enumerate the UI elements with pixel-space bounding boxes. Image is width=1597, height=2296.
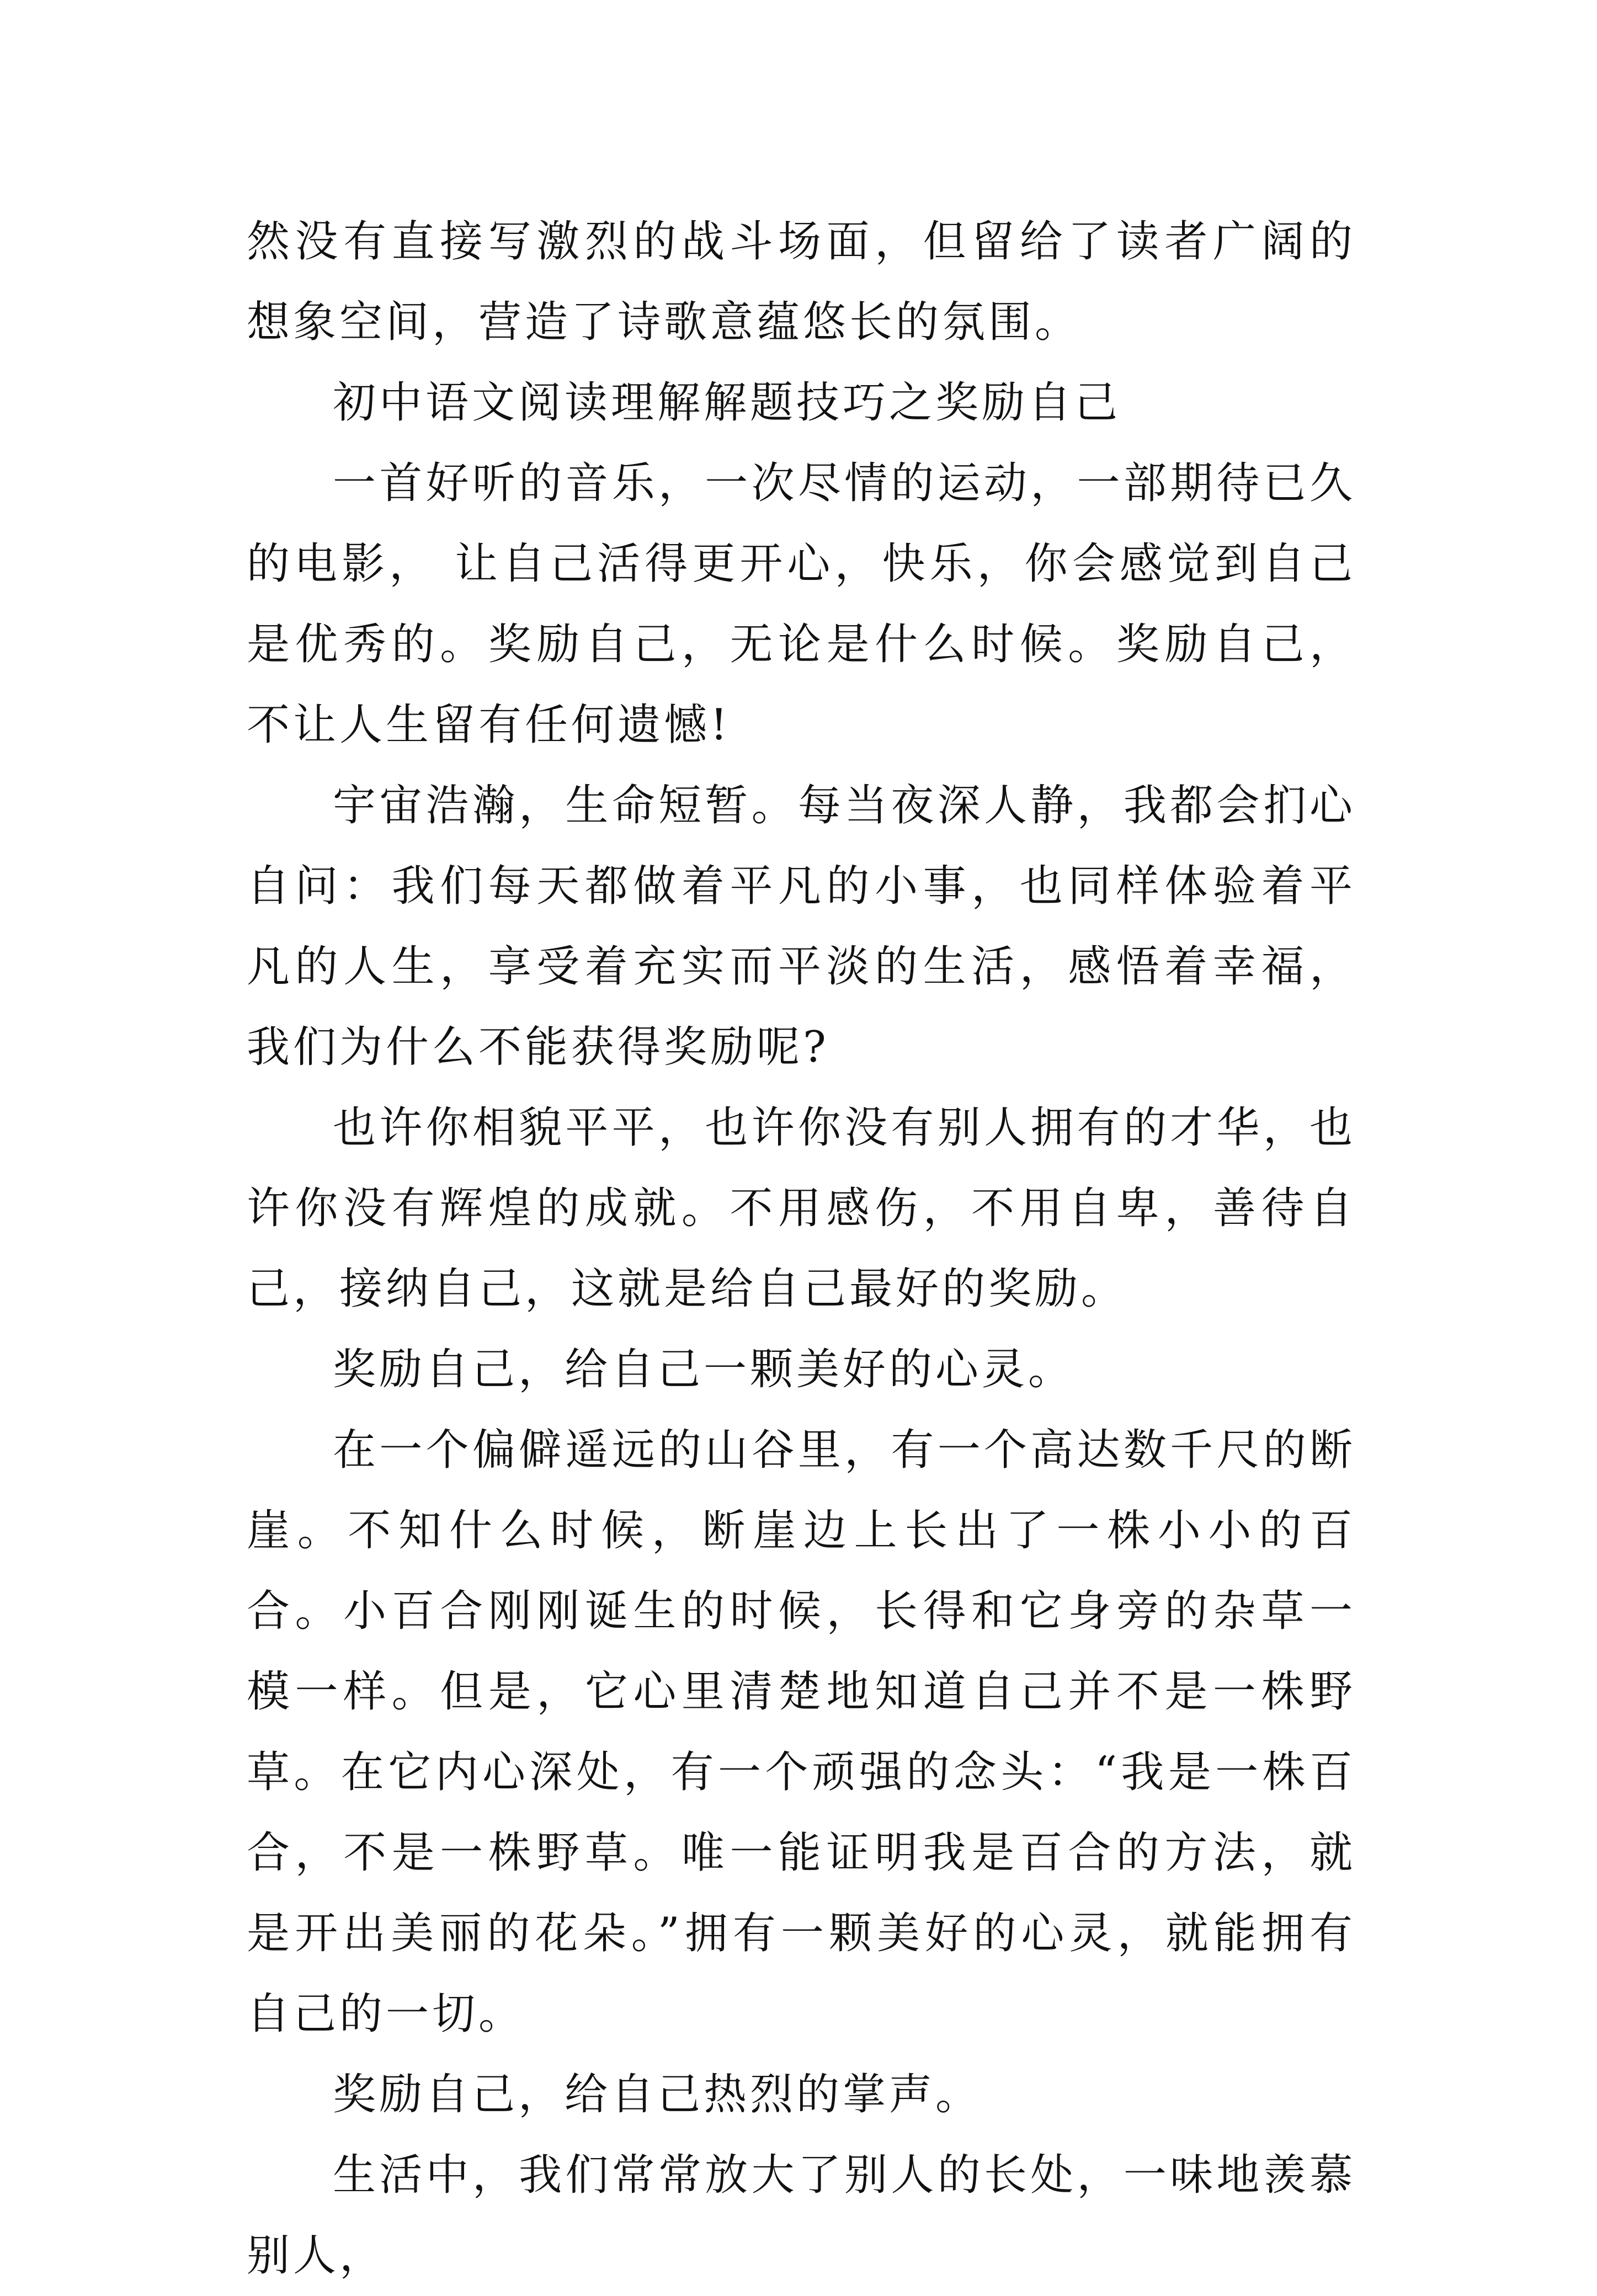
paragraph: 生活中，我们常常放大了别人的长处，一味地羡慕别人， — [247, 2150, 1356, 2281]
paragraph-continuation: 然没有直接写激烈的战斗场面，但留给了读者广阔的想象空间，营造了诗歌意蕴悠长的氛围。 — [247, 217, 1356, 347]
paragraph: 也许你相貌平平，也许你没有别人拥有的才华，也许你没有辉煌的成就。不用感伤，不用自卑，善待自己，接纳自己，这就是给自己最好的奖励。 — [247, 1103, 1356, 1314]
paragraph: 奖励自己，给自己热烈的掌声。 — [333, 2070, 982, 2119]
paragraph: 一首好听的音乐，一次尽情的运动，一部期待已久的电影， 让自己活得更开心，快乐，你会感觉到自己是优秀的。奖励自己，无论是什么时候。奖励自己，不让人生留有任何遗憾! — [247, 459, 1356, 750]
paragraph: 奖励自己，给自己一颗美好的心灵。 — [333, 1345, 1075, 1394]
paragraph: 在一个偏僻遥远的山谷里，有一个高达数千尺的断崖。不知什么时候，断崖边上长出了一株小小的百合。小百合刚刚诞生的时候，长得和它身旁的杂草一模一样。但是，它心里清楚地知道自己并不是一株野草。在它内心深处，有一个顽强的念头：“我是一株百合，不是一株野草。唯一能证明我是百合的方法，就是开出美丽的花朵。”拥有一颗美好的心灵，就能拥有自己的一切。 — [247, 1425, 1356, 2039]
paragraph: 宇宙浩瀚，生命短暂。每当夜深人静，我都会扪心自问：我们每天都做着平凡的小事，也同样体验着平凡的人生，享受着充实而平淡的生活，感悟着幸福，我们为什么不能获得奖励呢? — [247, 781, 1356, 1072]
section-title: 初中语文阅读理解解题技巧之奖励自己 — [333, 378, 1121, 428]
document-body — [247, 201, 1356, 2296]
